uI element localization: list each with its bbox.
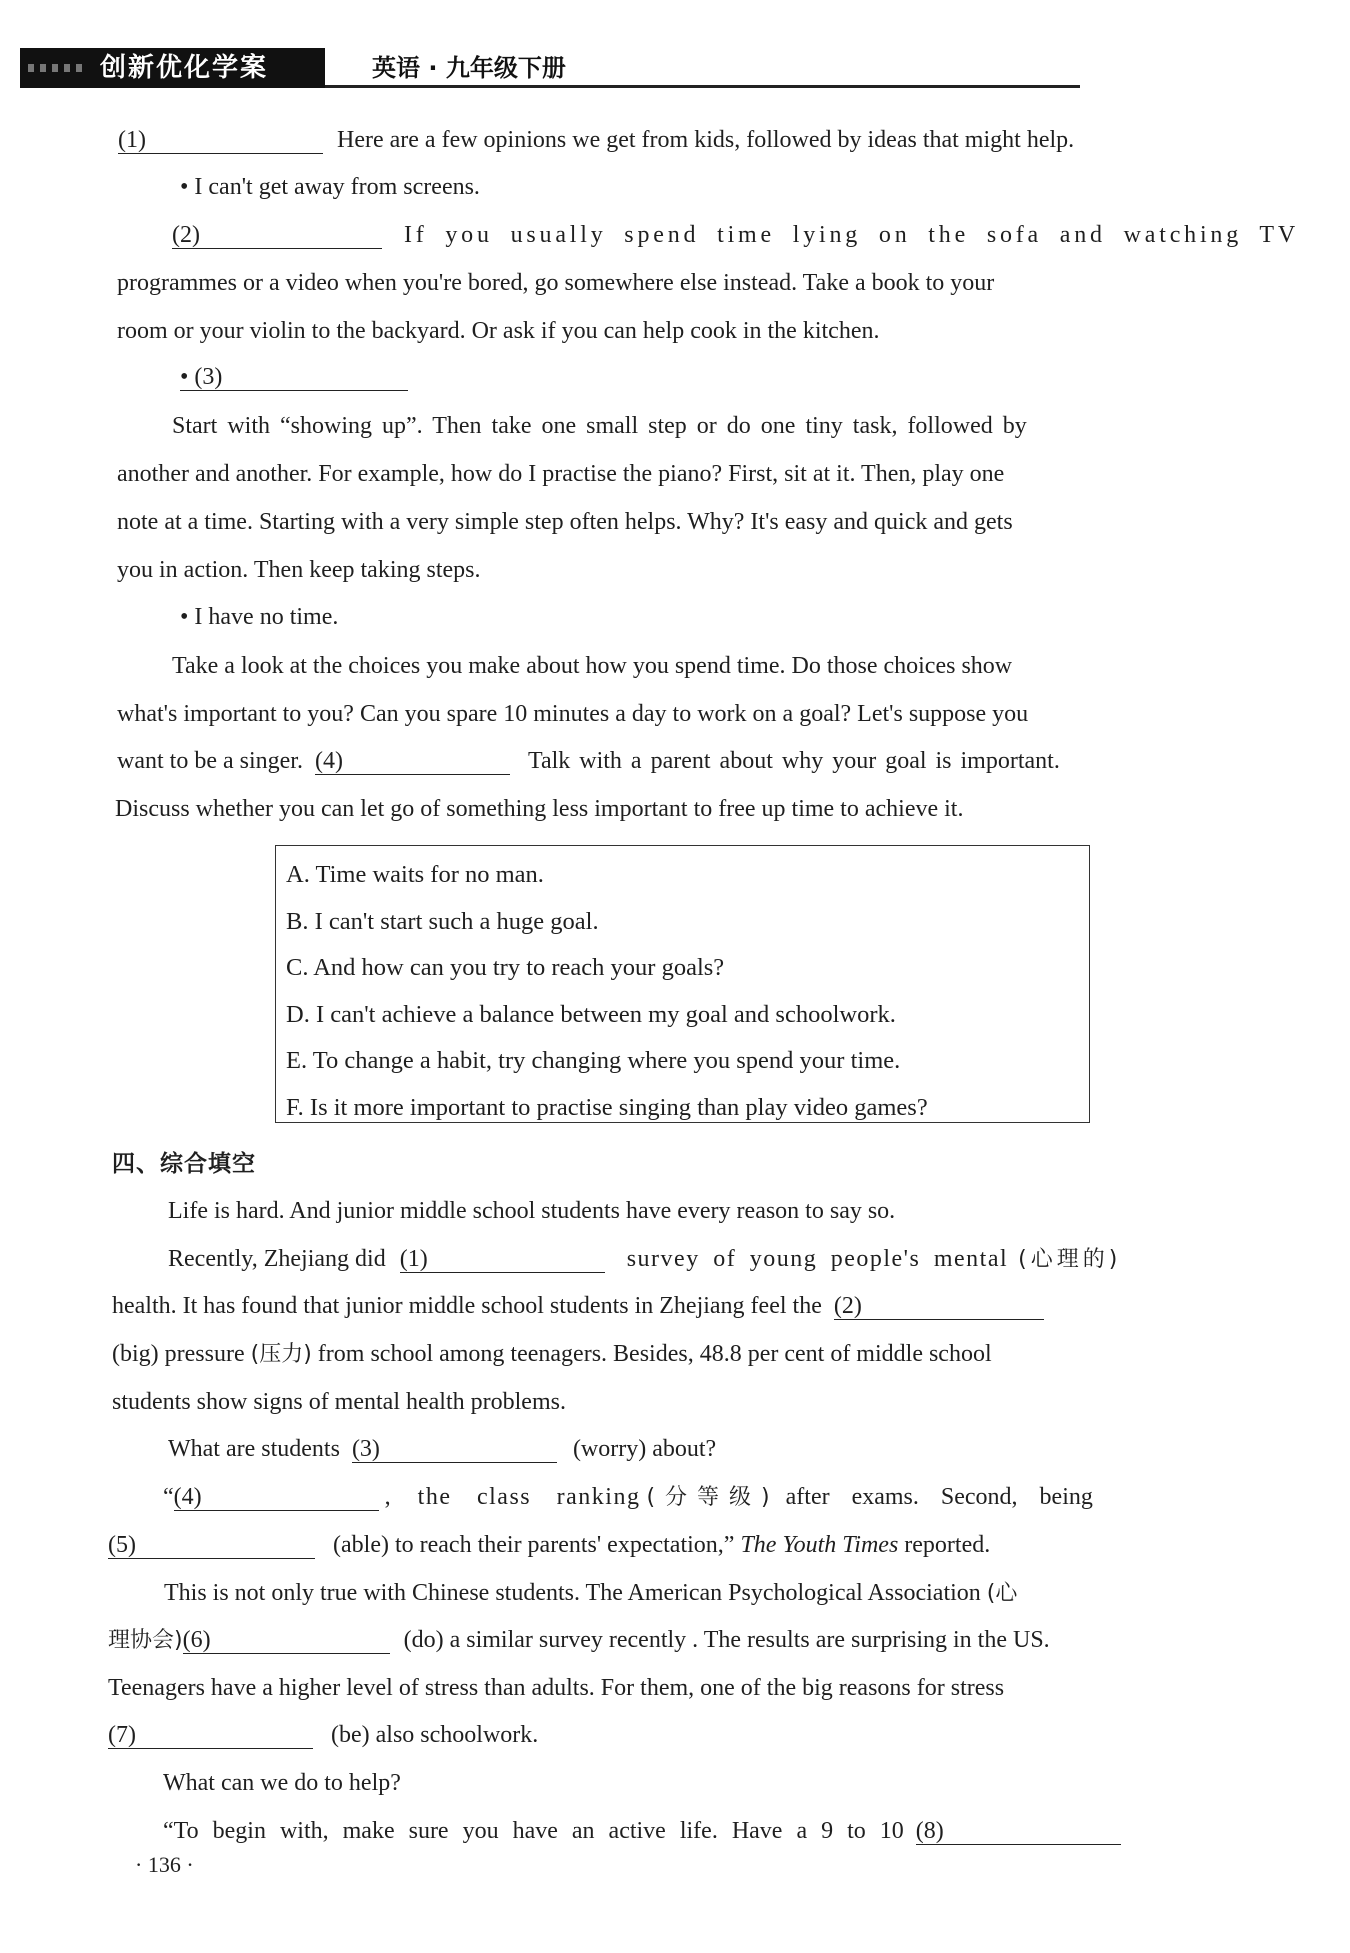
passage-line: another and another. For example, how do I practise the piano? First, sit at it. Then, play one: [117, 461, 1005, 487]
bullet-item: [180, 362, 1350, 392]
answer-blank[interactable]: (3): [352, 1436, 557, 1463]
passage-line: health. It has found that junior middle school students in Zhejiang feel the (2): [112, 1291, 1350, 1321]
passage-line: This is not only true with Chinese students. The American Psychological Association (心: [164, 1580, 1018, 1606]
passage-line: “(4) , the class ranking (分等级) after exams. Second, being: [163, 1484, 1093, 1510]
brand-logo: [20, 48, 325, 88]
answer-blank[interactable]: (4): [315, 748, 510, 775]
answer-blank[interactable]: (2): [834, 1293, 1044, 1320]
answer-blank[interactable]: (5): [108, 1532, 315, 1559]
option-c: C. And how can you try to reach your goals?: [286, 954, 725, 981]
passage-line: Recently, Zhejiang did (1) survey of young people's mental (心理的): [168, 1246, 1122, 1272]
passage-line: note at a time. Starting with a very simple step often helps. Why? It's easy and quick and gets: [117, 509, 1013, 535]
answer-blank[interactable]: (2): [172, 222, 382, 249]
passage-line: programmes or a video when you're bored, go somewhere else instead. Take a book to your: [117, 270, 995, 296]
passage-line: want to be a singer. (4) Talk with a parent about why your goal is important.: [117, 748, 1060, 774]
passage-line: What can we do to help?: [163, 1770, 401, 1796]
passage-line: (7) (be) also schoolwork.: [108, 1722, 539, 1748]
passage-line: Life is hard. And junior middle school students have every reason to say so.: [168, 1198, 896, 1224]
passage-line: Start with “showing up”. Then take one small step or do one tiny task, followed by: [172, 413, 1027, 439]
option-a: A. Time waits for no man.: [286, 861, 544, 888]
passage-line: students show signs of mental health problems.: [112, 1389, 566, 1415]
passage-line: you in action. Then keep taking steps.: [117, 557, 481, 583]
bullet-item: • I can't get away from screens.: [180, 174, 480, 200]
answer-blank[interactable]: (1): [118, 127, 323, 154]
passage-line: room or your violin to the backyard. Or ask if you can help cook in the kitchen.: [117, 318, 880, 344]
passage-line: Discuss whether you can let go of something less important to free up time to achieve it.: [115, 796, 964, 822]
passage-line: (5) (able) to reach their parents' expectation,” The Youth Times reported.: [108, 1532, 991, 1558]
brand-text: 创新优化学案: [100, 53, 269, 83]
answer-blank[interactable]: (1): [400, 1246, 605, 1273]
page-header: [20, 48, 1080, 88]
option-b: B. I can't start such a huge goal.: [286, 907, 599, 935]
book-title: 英语 · 九年级下册: [372, 54, 566, 82]
section-heading: 四、综合填空: [112, 1151, 256, 1177]
answer-blank[interactable]: • (3): [180, 364, 408, 391]
passage-line: Teenagers have a higher level of stress than adults. For them, one of the big reasons for stress: [108, 1675, 1005, 1701]
answer-blank[interactable]: (4): [174, 1484, 379, 1511]
option-e: E. To change a habit, try changing where you spend your time.: [286, 1047, 901, 1074]
page-number: · 136 ·: [135, 1852, 194, 1877]
passage-line: What are students (3) (worry) about?: [168, 1436, 717, 1462]
passage-line: “To begin with, make sure you have an active life. Have a 9 to 10 (8): [163, 1816, 1350, 1846]
options-box: [275, 845, 1090, 1123]
passage-line: (big) pressure (压力) from school among teenagers. Besides, 48.8 per cent of middle school: [112, 1341, 992, 1367]
passage-line: Take a look at the choices you make about how you spend time. Do those choices show: [172, 653, 1013, 679]
option-d: D. I can't achieve a balance between my goal and schoolwork.: [286, 1000, 896, 1028]
header-rule: [325, 85, 1080, 88]
bullet-item: • I have no time.: [180, 604, 339, 630]
passage-line: what's important to you? Can you spare 10 minutes a day to work on a goal? Let's suppose you: [117, 701, 1029, 727]
passage-line: 理协会)(6) (do) a similar survey recently . The results are surprising in the US.: [108, 1627, 1050, 1653]
option-f: F. Is it more important to practise singing than play video games?: [286, 1093, 928, 1121]
answer-blank[interactable]: (8): [916, 1818, 1121, 1845]
answer-blank[interactable]: (7): [108, 1722, 313, 1749]
brand-decoration: [28, 64, 88, 72]
passage-line: (2) If you usually spend time lying on the sofa and watching TV: [172, 222, 1299, 248]
answer-blank[interactable]: (6): [183, 1627, 390, 1654]
passage-line: (1) Here are a few opinions we get from kids, followed by ideas that might help.: [118, 127, 1075, 153]
